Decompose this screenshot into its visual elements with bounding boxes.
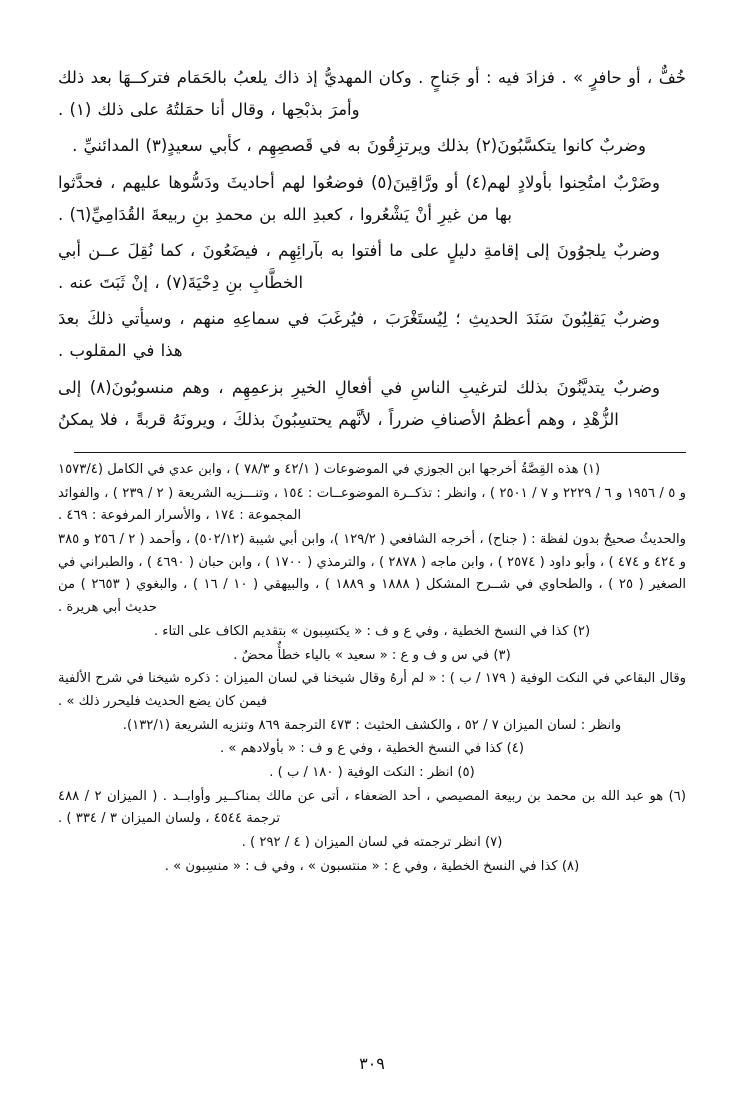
footnote-item: و ٥ / ١٩٥٦ و ٦ / ٢٢٢٩ و ٧ / ٢٥٠١ ) ، وانظر : تذكــرة الموضوعــات : ١٥٤ ، وتنـــزيه الشريعة ( ٢ / ٢٣٩ ) ، والفوائد المجموعة : ١٧٤ ، والأسرار المرفوعة : ٤٦٩ . xyxy=(58,485,686,524)
footnote-item: (٦) هو عبد الله بن محمد بن ربيعة المصيصي ، أحد الضعفاء ، أتى عن مالك بمناكــير وأوابــد . ( الميزان ٢ / ٤٨٨ ترجمة ٤٥٤٤ ، ولسان الميزان ٣ / ٣٣٤ ) . xyxy=(58,788,687,827)
footnote-item: (٣) في س و ف و ع : « سعيد » بالياء خطأٌ محضٌ . xyxy=(233,647,511,663)
paragraph: وضربٌ يتديَّنُونَ بذلك لترغيبِ الناسِ في أفعالِ الخيرِ بزعمِهِم ، وهم منسوبُونَ(٨) إلى الزُّهْدِ ، وهم أعظمُ الأصنافِ ضرراً ، لأنَّهم يحتسِبُونَ بذلكَ ، ويرونَهُ قربةً ، فلا يمكنُ xyxy=(58,377,660,429)
footnote-item: (٧) انظر ترجمته في لسان الميزان ( ٤ / ٢٩٢ ) . xyxy=(241,835,503,851)
main-text-block xyxy=(58,62,686,436)
paragraph: وضربٌ يلجوُونَ إلى إقامةِ دليلٍ على ما أفتوا به بآرائِهِم ، فيضَعُونَ ، كما نُقِلَ عــن أبي الخطَّابِ بنِ دِحْيَةَ(٧) ، إنْ ثَبَتَ عنه . xyxy=(58,240,660,293)
footnote-item: وقال البقاعي في النكت الوفية ( ١٧٩ / ب ) : « لم أرهُ وقال شيخنا في لسان الميزان : ذكره شيخنا في شرح الألفية فيمن كان يضع الحديث فليحرر ذلك » . xyxy=(58,671,686,709)
paragraph: خُفٌّ ، أو حافرٍ » . فزادَ فيه : أو جَناحٍ . وكان المهديُّ إذ ذاك يلعبُ بالحَمَام فتركــهَا بعد ذلك وأمرَ بذبْحِها ، وقال أنا حمَلتُهُ على ذلك (١) . xyxy=(58,68,686,120)
footnote-item: (٤) كذا في النسخ الخطية ، وفي ع و ف : « بأولادهم » . xyxy=(219,741,525,757)
footnote-item: (١) هذه القِصَّةُ أخرجها ابن الجوزي في الموضوعات ( ٤٢/١ و ٧٨/٣ ) ، وابن عدي في الكامل (١٥٧٣/٤ xyxy=(58,461,601,477)
paragraph: وضَرْبٌ امتُحِنوا بأولادٍ لهم(٤) أو ورَّاقِينَ(٥) فوضعُوا لهم أحاديثَ ودَسُّوها عليهم ، فحدَّثوا بها من غيرِ أنْ يَشْعُروا ، كعبدِ الله بن محمدِ بنِ ربيعةَ القُدَامِيِّ(٦) . xyxy=(58,172,660,224)
paragraph: وضربٌ كانوا يتكسَّبُونَ(٢) بذلك ويرتزِقُونَ به في قَصصِهِم ، كأبي سعيدٍ(٣) المدائنيِّ . xyxy=(72,136,646,156)
footnote-item: والحديثُ صحيحٌ بدون لفظة : ( جناح) ، أخرجه الشافعي ( ١٢٩/٢ )، وابن أبي شيبة (٥٠٢/١٢) ، وأحمد ( ٢ / ٢٥٦ و ٣٨٥ و ٤٢٤ و ٤٧٤ ) ، وأبو داود ( ٢٥٧٤ ) ، وابن ماجه ( ٢٨٧٨ ) ، والترمذي ( ١٧٠٠ ) ، وابن حبان ( ٤٦٩٠ ) ، والطبراني في الصغير ( ٢٥ ) ، والطحاوي في شــرح المشكل ( ١٨٨٨ و ١٨٨٩ ) ، والبيهقي ( ١٠ / ١٦ ) ، والبغوي ( ٢٦٥٣ ) من حديث أبي هريرة . xyxy=(58,532,687,616)
page-number xyxy=(0,1054,744,1073)
footnote-item: وانظر : لسان الميزان ٧ / ٥٢ ، والكشف الحثيث : ٤٧٣ الترجمة ٨٦٩ وتنزيه الشريعة (١٣٢/١). xyxy=(122,717,622,733)
footnote-divider xyxy=(58,452,686,453)
page-number-value: ٣٠٩ xyxy=(359,1054,385,1073)
footnote-item: (٥) انظر : النكت الوفية ( ١٨٠ / ب ) . xyxy=(269,765,475,781)
footnote-item: (٢) كذا في النسخ الخطية ، وفي ع و ف : « يكتسِبون » بتقديم الكاف على التاء . xyxy=(153,623,591,639)
footnotes-block xyxy=(58,459,686,879)
footnote-item: (٨) كذا في النسخ الخطية ، وفي ع : « منتسبون » ، وفي ف : « منسِبون » . xyxy=(164,858,580,874)
paragraph: وضربٌ يَقلِبُونَ سَنَدَ الحديثِ ؛ لِيُستَغْرَبَ ، فيُرغَبَ في سماعِهِ منهم ، وسيأتي ذلكَ بعدَ هذا في المقلوب . xyxy=(58,309,660,361)
